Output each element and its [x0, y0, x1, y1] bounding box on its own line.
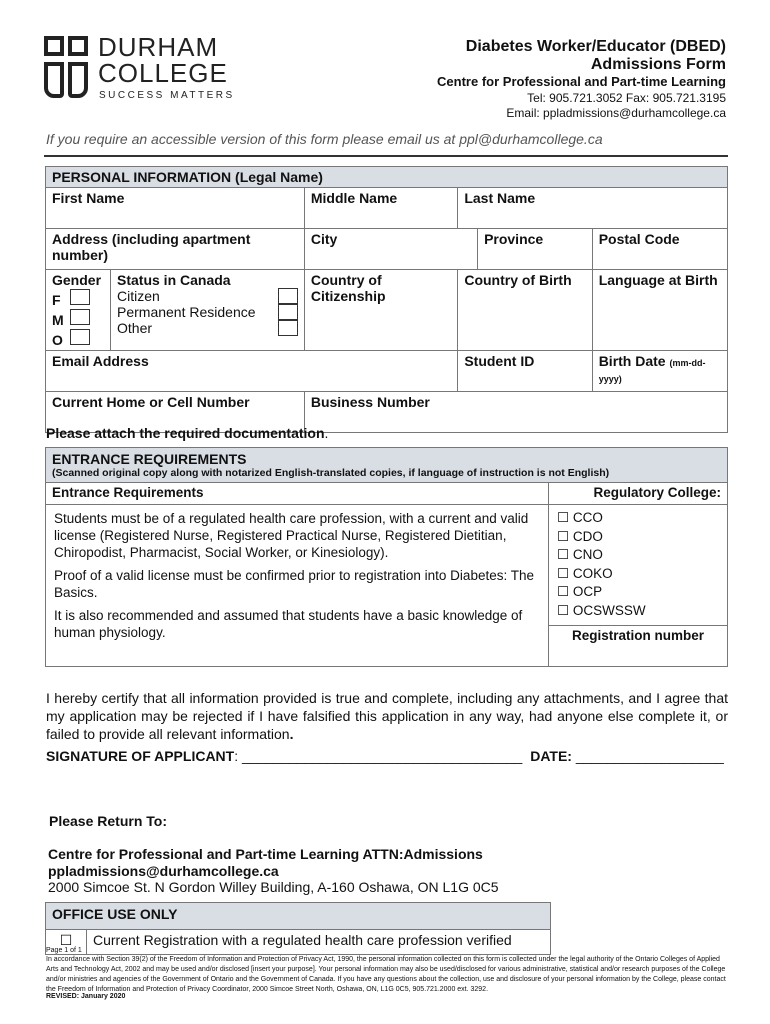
college-ocswssw-label: OCSWSSW: [572, 602, 646, 618]
office-use-checkbox[interactable]: ☐: [46, 930, 87, 955]
signature-row: [46, 748, 724, 764]
gender-m-checkbox[interactable]: [70, 309, 90, 325]
logo-shield-br: [68, 62, 88, 98]
status-citizen-checkbox[interactable]: [278, 288, 298, 304]
status-citizen-label: Citizen: [117, 288, 160, 304]
personal-info-heading: PERSONAL INFORMATION (Legal Name): [46, 167, 728, 188]
city-field[interactable]: City: [304, 229, 477, 270]
logo-tagline: SUCCESS MATTERS: [99, 90, 235, 101]
birth-date-format: (mm-dd-yyyy): [598, 358, 706, 384]
header-divider: [44, 155, 728, 157]
logo-square-tr: [68, 36, 88, 56]
entrance-para-3: It is also recommended and assumed that students have a basic knowledge of human physiology.: [54, 608, 523, 640]
college-cno-label: CNO: [572, 547, 603, 563]
phone-field[interactable]: Current Home or Cell Number: [46, 392, 305, 433]
contact-phone: Tel: 905.721.3052 Fax: 905.721.3195: [527, 91, 726, 105]
college-option-coko[interactable]: [557, 565, 719, 584]
logo-word-college: COLLEGE: [98, 58, 228, 88]
attach-note-period: .: [324, 425, 329, 441]
certification-period: .: [289, 726, 294, 742]
gender-label: Gender: [52, 272, 102, 288]
entrance-col-college: Regulatory College:: [549, 483, 728, 505]
attach-note: [46, 425, 328, 441]
entrance-col-requirements: Entrance Requirements: [46, 483, 549, 505]
gender-o-label: O: [52, 332, 63, 348]
address-field[interactable]: Address (including apartment number): [46, 229, 305, 270]
college-option-cno[interactable]: [557, 546, 719, 565]
status-cell: [111, 270, 305, 351]
return-line-1: Centre for Professional and Part-time Learning ATTN:Admissions: [48, 846, 483, 862]
revised-date: REVISED: January 2020: [46, 993, 126, 1000]
logo-shield-bl: [44, 62, 64, 98]
status-other-checkbox[interactable]: [278, 320, 298, 336]
middle-name-field[interactable]: Middle Name: [304, 188, 457, 229]
signature-line[interactable]: ____________________________________: [242, 748, 523, 764]
status-label: Status in Canada: [117, 272, 231, 288]
return-heading: Please Return To:: [49, 813, 167, 829]
personal-info-table: [45, 166, 728, 433]
centre-name: Centre for Professional and Part-time Learning: [437, 74, 726, 89]
birth-date-label: Birth Date: [598, 353, 666, 369]
citizenship-field[interactable]: Country of Citizenship: [304, 270, 457, 351]
college-option-ocp[interactable]: [557, 583, 719, 602]
office-use-item: Current Registration with a regulated health care profession verified: [87, 930, 551, 955]
return-line-2: ppladmissions@durhamcollege.ca: [48, 863, 279, 879]
college-list-cell: [549, 505, 728, 626]
entrance-para-1: Students must be of a regulated health care profession, with a current and valid license (Registered Nurse, Registered Practical Nurse, Registered Dietitian, Chiropodist, Pharmacist, Social Worker, or Kinesiology).: [54, 511, 529, 560]
accessible-note: If you require an accessible version of this form please email us at ppl@durhamcollege.ca: [46, 131, 603, 147]
business-number-field[interactable]: Business Number: [304, 392, 727, 433]
gender-f-checkbox[interactable]: [70, 289, 90, 305]
entrance-heading: ENTRANCE REQUIREMENTS: [52, 451, 247, 467]
entrance-heading-cell: [46, 448, 728, 483]
college-ocp-checkbox[interactable]: ☐: [557, 584, 570, 600]
certification-body: I hereby certify that all information provided is true and complete, including any attachments, and I agree that my application may be rejected if I have falsified this application in any way, had anyone else complete it, or failed to provide all relevant information: [46, 690, 728, 742]
first-name-field[interactable]: First Name: [46, 188, 305, 229]
college-cdo-checkbox[interactable]: ☐: [557, 528, 570, 544]
postal-code-field[interactable]: Postal Code: [592, 229, 727, 270]
form-title: Diabetes Worker/Educator (DBED): [465, 38, 726, 55]
college-ocp-label: OCP: [572, 584, 603, 600]
entrance-table: [45, 447, 728, 667]
gender-cell: [46, 270, 111, 351]
email-field[interactable]: Email Address: [46, 351, 458, 392]
status-other-label: Other: [117, 320, 153, 336]
privacy-notice: In accordance with Section 39(2) of the Freedom of Information and Protection of Privacy Act, 1990, the personal information collected on this form is collected under the legal authority of the Ontario Colleges of Applied Arts and Technology Act, 2002 and may be used and/or disclosed [insert your purpose]. Your personal information may also be used/disclosed for various administrative, statistical and/or research purposes of the College and/or ministries and agencies of the Government of Ontario and the Government of Canada. If you have any questions about the collection, use and disclosure of your personal information by the College, please contact the Freedom of Information and Protection of Privacy Coordinator, 2000 Simcoe Street North, Oshawa, ON, L1G 0C5, 905.721.2000 ext. 3292.: [46, 956, 726, 993]
college-option-cco[interactable]: [557, 509, 719, 528]
form-subtitle: Admissions Form: [590, 56, 726, 73]
language-field[interactable]: Language at Birth: [592, 270, 727, 351]
college-cno-checkbox[interactable]: ☐: [557, 547, 570, 563]
signature-label: SIGNATURE OF APPLICANT: [46, 748, 235, 764]
birth-date-field[interactable]: [592, 351, 727, 392]
attach-note-text: Please attach the required documentation: [46, 425, 325, 441]
contact-email: Email: ppladmissions@durhamcollege.ca: [506, 106, 726, 120]
college-option-ocswssw[interactable]: [557, 602, 719, 621]
province-field[interactable]: Province: [478, 229, 593, 270]
certification-text: [46, 689, 728, 743]
date-label: DATE:: [530, 748, 572, 764]
gender-f-label: F: [52, 292, 61, 308]
signature-colon: :: [234, 748, 239, 764]
birth-country-field[interactable]: Country of Birth: [458, 270, 592, 351]
entrance-text-cell: [46, 505, 549, 667]
page-number: Page 1 of 1: [46, 947, 82, 954]
college-coko-label: COKO: [572, 565, 613, 581]
gender-m-label: M: [52, 312, 64, 328]
last-name-field[interactable]: Last Name: [458, 188, 728, 229]
date-line[interactable]: ___________________: [575, 748, 724, 764]
logo-square-tl: [44, 36, 64, 56]
college-cdo-label: CDO: [572, 528, 603, 544]
college-coko-checkbox[interactable]: ☐: [557, 565, 570, 581]
college-option-cdo[interactable]: [557, 528, 719, 547]
status-pr-label: Permanent Residence: [117, 304, 256, 320]
college-cco-checkbox[interactable]: ☐: [557, 510, 570, 525]
office-use-heading: OFFICE USE ONLY: [46, 903, 551, 930]
entrance-subheading: (Scanned original copy along with notarized English-translated copies, if language of instruction is not English): [52, 467, 610, 479]
college-cco-label: CCO: [572, 510, 603, 525]
return-line-3: 2000 Simcoe St. N Gordon Willey Building, A-160 Oshawa, ON L1G 0C5: [48, 879, 499, 895]
entrance-para-2: Proof of a valid license must be confirmed prior to registration into Diabetes: The Basics.: [54, 568, 534, 600]
registration-number-label: Registration number: [571, 627, 704, 643]
college-ocswssw-checkbox[interactable]: ☐: [557, 602, 570, 618]
logo-word-durham: DURHAM: [98, 32, 219, 62]
status-pr-checkbox[interactable]: [278, 304, 298, 320]
gender-o-checkbox[interactable]: [70, 329, 90, 345]
student-id-field[interactable]: Student ID: [458, 351, 592, 392]
registration-number-field[interactable]: [549, 625, 728, 666]
